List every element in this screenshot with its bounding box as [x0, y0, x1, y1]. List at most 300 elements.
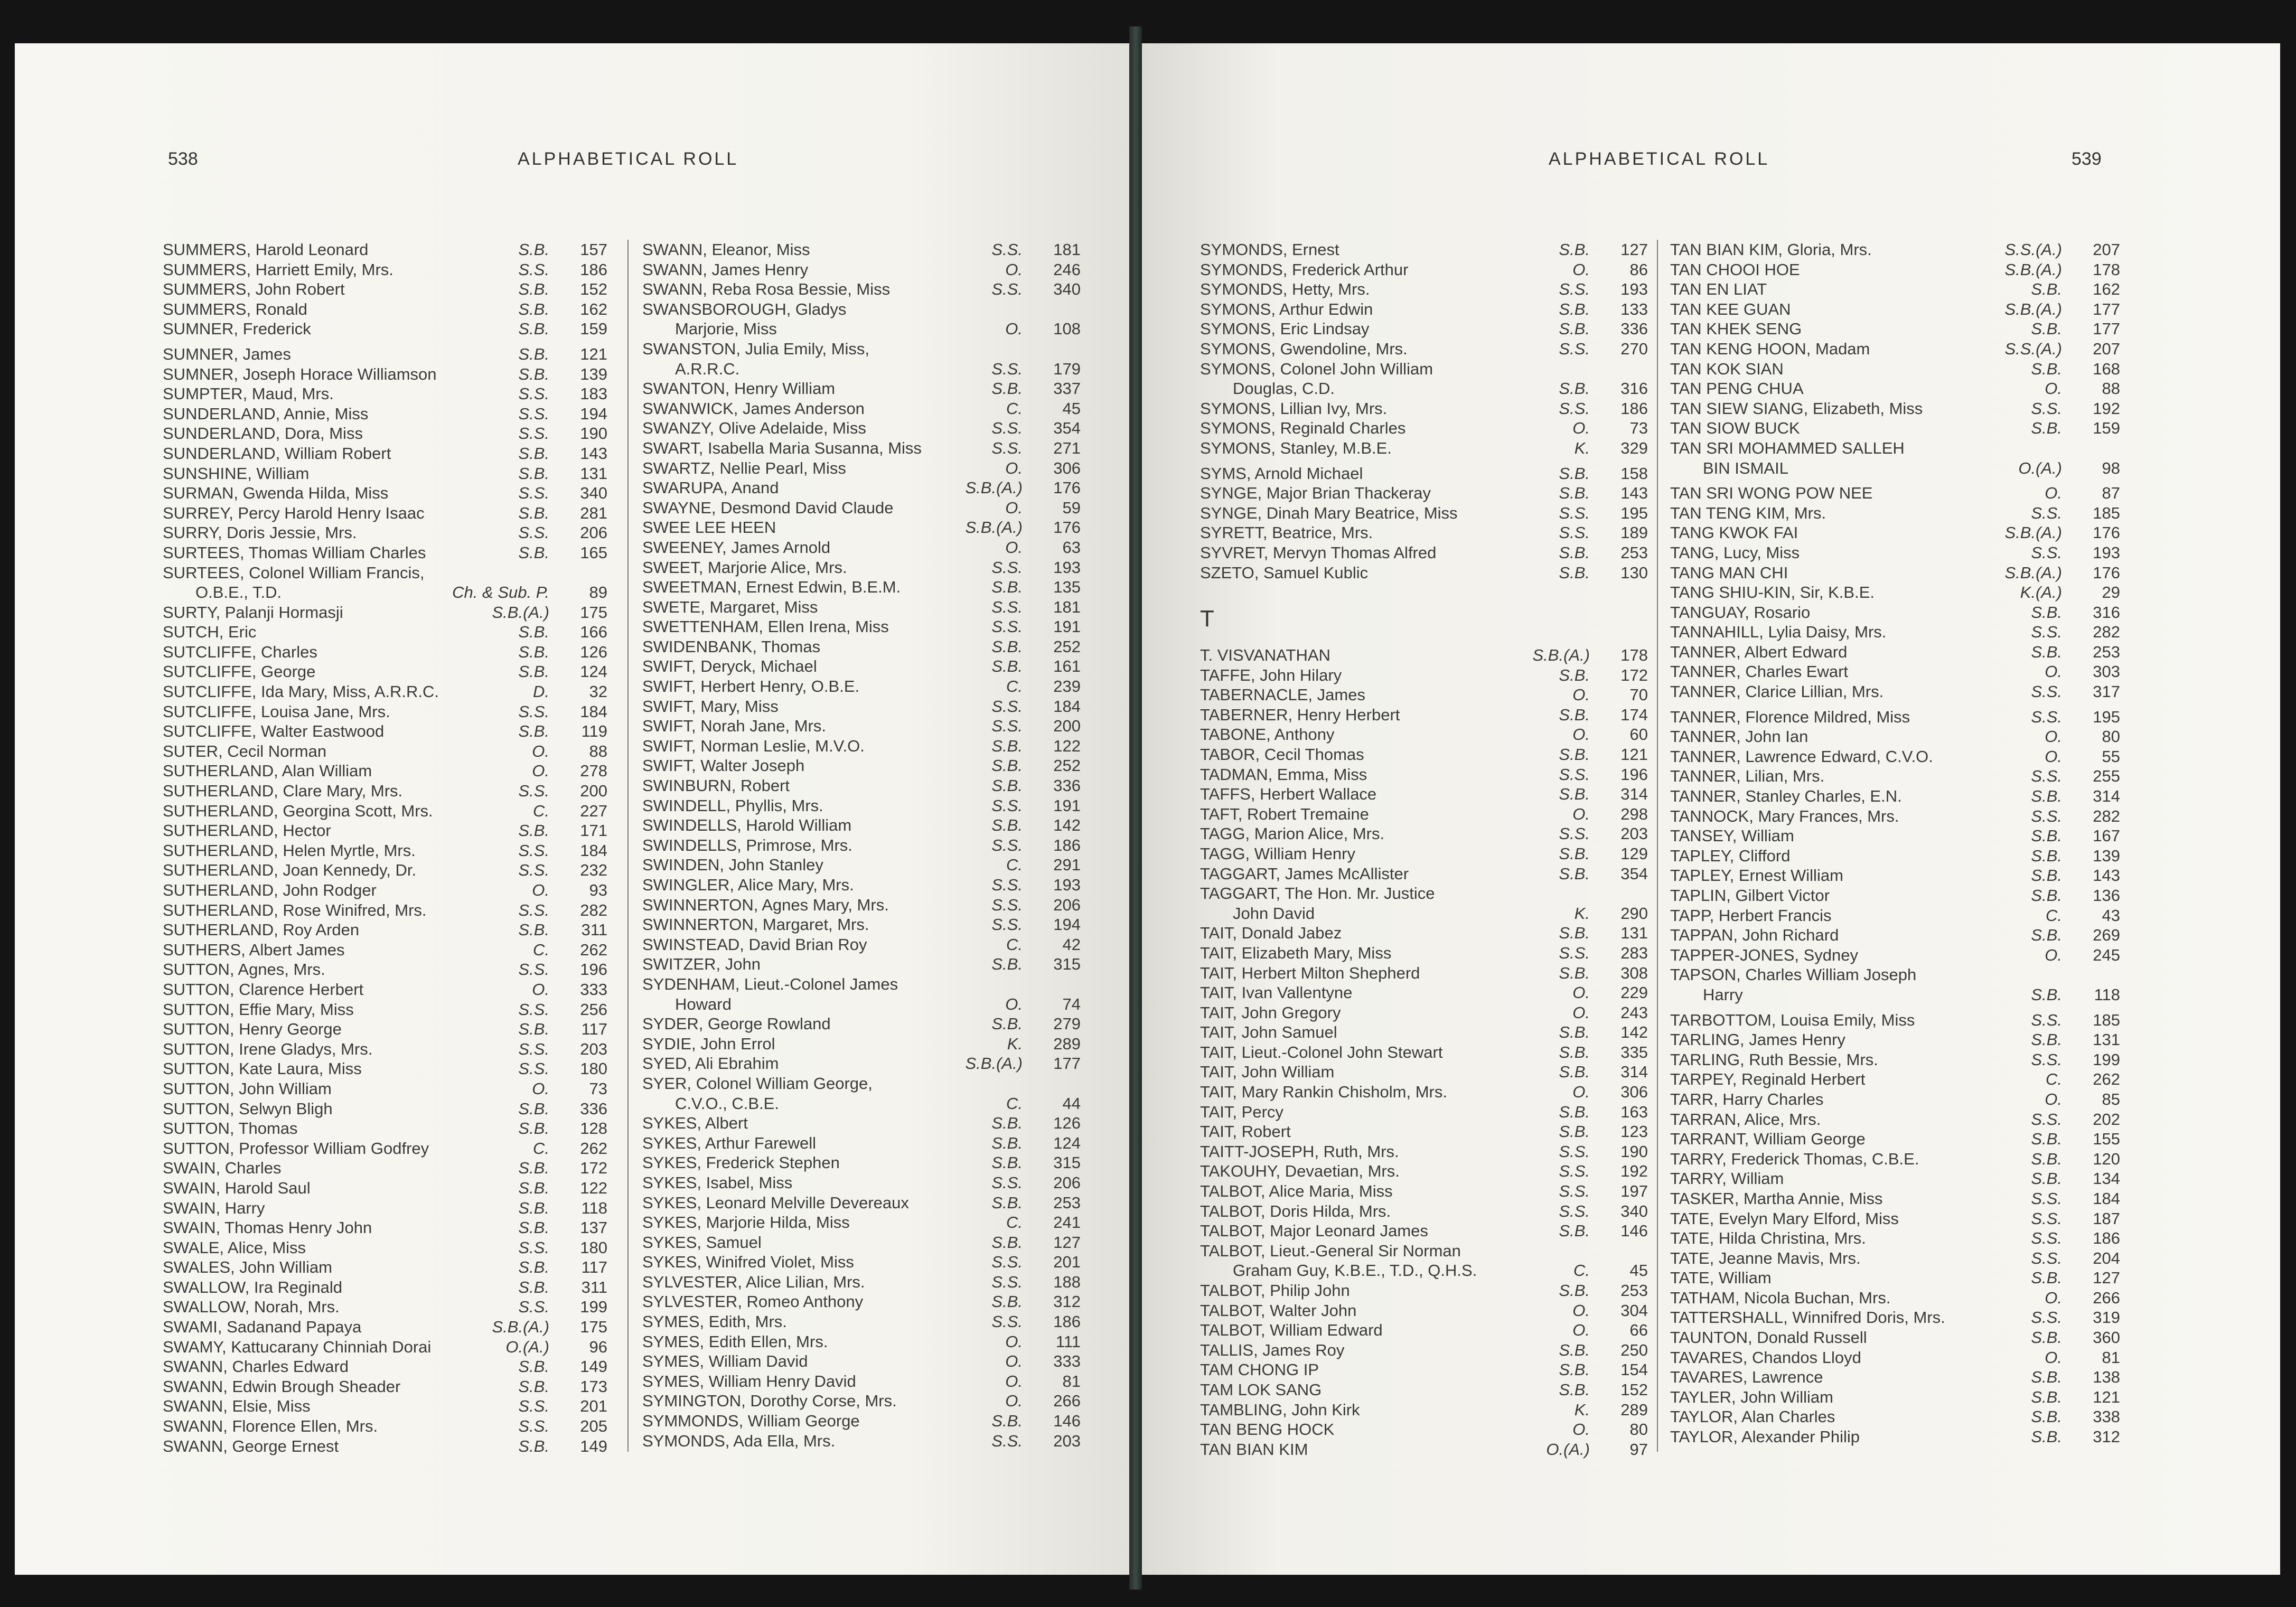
- entry-name: TALBOT, Lieut.-General Sir Norman: [1200, 1241, 1461, 1260]
- entry-name: SUTHERLAND, Alan William: [163, 762, 372, 781]
- entry-name: SWEET, Marjorie Alice, Mrs.: [642, 558, 847, 577]
- roll-entry: [642, 994, 1081, 1014]
- entry-name: TAGGART, The Hon. Mr. Justice: [1200, 884, 1435, 903]
- entry-name: SYKES, Isabel, Miss: [642, 1173, 793, 1192]
- entry-name: SWANTON, Henry William: [642, 379, 836, 398]
- entry-name: SWIFT, Norah Jane, Mrs.: [642, 717, 826, 736]
- roll-entry: [642, 438, 1081, 458]
- entry-page: 333: [580, 980, 607, 999]
- roll-entry: [1670, 438, 2120, 458]
- entry-name: TANG KWOK FAI: [1670, 523, 1798, 542]
- entry-award: S.S.(A.): [2004, 339, 2062, 358]
- entry-award: S.B.: [1559, 563, 1590, 582]
- roll-entry: [642, 915, 1081, 935]
- entry-award: S.B.: [518, 280, 549, 299]
- right-column-2: [1670, 240, 2120, 1447]
- roll-entry: [163, 260, 607, 280]
- roll-entry: [1670, 682, 2120, 702]
- entry-page: 138: [2093, 1368, 2120, 1387]
- entry-page: 130: [1620, 563, 1648, 582]
- entry-name: SUTCLIFFE, George: [163, 662, 316, 681]
- roll-entry: [642, 1153, 1081, 1173]
- entry-name: TARLING, James Henry: [1670, 1030, 1845, 1049]
- entry-page: 204: [2093, 1248, 2120, 1267]
- roll-entry: [1200, 923, 1648, 943]
- entry-name: SUTTON, Clarence Herbert: [163, 980, 364, 999]
- column-rule: [627, 240, 629, 1452]
- entry-page: 80: [1629, 1420, 1648, 1439]
- entry-award: S.B.: [991, 736, 1023, 755]
- entry-award: O.: [2045, 484, 2062, 503]
- entry-award: S.B.: [518, 1218, 549, 1237]
- entry-award: S.S.: [2031, 806, 2062, 825]
- roll-entry: [642, 319, 1081, 339]
- roll-entry: [1200, 1161, 1648, 1181]
- roll-entry: [642, 736, 1081, 756]
- entry-award: S.B.: [991, 955, 1023, 974]
- entry-page: 117: [581, 1020, 607, 1039]
- entry-award: S.S.: [518, 424, 549, 443]
- entry-award: O.: [2045, 379, 2062, 398]
- roll-entry: [1670, 1407, 2120, 1427]
- entry-name: TAPLEY, Clifford: [1670, 846, 1791, 865]
- entry-name: SWIFT, Mary, Miss: [642, 697, 779, 716]
- entry-page: 176: [1053, 478, 1081, 497]
- roll-entry: [1670, 483, 2120, 503]
- roll-entry: [163, 980, 607, 1000]
- entry-name: SYMS, Arnold Michael: [1200, 464, 1363, 483]
- entry-page: 177: [2093, 319, 2120, 339]
- entry-name: SURTEES, Thomas William Charles: [163, 543, 426, 562]
- entry-page: 298: [1620, 804, 1648, 823]
- entry-name: TALBOT, Walter John: [1200, 1301, 1357, 1320]
- entry-page: 262: [580, 1139, 607, 1158]
- roll-entry: [1670, 622, 2120, 642]
- entry-award: S.B.(A.): [965, 478, 1023, 497]
- entry-page: 149: [580, 1357, 607, 1376]
- entry-award: O.: [1005, 538, 1023, 557]
- roll-entry: [163, 721, 607, 741]
- roll-entry: [163, 960, 607, 980]
- entry-name: TAN BIAN KIM, Gloria, Mrs.: [1670, 240, 1872, 259]
- entry-award: S.B.: [2031, 419, 2062, 438]
- entry-name: SYER, Colonel William George,: [642, 1074, 873, 1093]
- entry-award: S.S.: [2031, 543, 2062, 562]
- entry-name: TANG, Lucy, Miss: [1670, 543, 1800, 562]
- roll-entry: [1670, 299, 2120, 319]
- entry-page: 128: [580, 1119, 607, 1138]
- entry-name: SWEENEY, James Arnold: [642, 538, 831, 557]
- entry-name: TANNER, Charles Ewart: [1670, 662, 1849, 681]
- entry-name: SUTCLIFFE, Walter Eastwood: [163, 722, 385, 741]
- entry-name: TAIT, Donald Jabez: [1200, 924, 1342, 943]
- roll-entry: [642, 617, 1081, 637]
- roll-entry: [1670, 1427, 2120, 1447]
- entry-award: S.B.: [1559, 1221, 1590, 1241]
- entry-name: TANNER, Clarice Lillian, Mrs.: [1670, 682, 1884, 701]
- entry-name: A.R.R.C.: [675, 359, 740, 378]
- entry-award: O.: [1005, 319, 1023, 339]
- roll-entry: [642, 379, 1081, 399]
- roll-entry: [1670, 260, 2120, 280]
- roll-entry: [163, 603, 607, 623]
- entry-award: O.: [1572, 685, 1590, 704]
- entry-name: SYMES, Edith, Mrs.: [642, 1312, 787, 1331]
- roll-entry: [1670, 603, 2120, 623]
- entry-award: S.S.: [518, 1397, 549, 1416]
- roll-entry: [163, 781, 607, 801]
- entry-name: TAFFS, Herbert Wallace: [1200, 785, 1377, 804]
- entry-award: C.: [1006, 856, 1023, 875]
- entry-page: 319: [2093, 1308, 2120, 1327]
- entry-page: 183: [580, 384, 607, 403]
- entry-award: S.B.: [1559, 1122, 1590, 1141]
- entry-award: O.: [532, 980, 549, 999]
- entry-award: S.S.: [518, 484, 549, 503]
- roll-entry: [1670, 339, 2120, 359]
- roll-entry: [163, 1119, 607, 1139]
- entry-page: 89: [589, 583, 607, 602]
- entry-award: O.: [1572, 804, 1590, 823]
- entry-page: 122: [580, 1178, 607, 1197]
- entry-award: S.S.: [1559, 280, 1590, 299]
- entry-name: SWITZER, John: [642, 955, 761, 974]
- entry-name: TAPPAN, John Richard: [1670, 926, 1839, 945]
- entry-award: S.B.: [2031, 1268, 2062, 1288]
- entry-page: 283: [1620, 943, 1648, 962]
- entry-page: 146: [1620, 1221, 1648, 1241]
- entry-name: TATE, William: [1670, 1268, 1772, 1288]
- roll-entry: [1200, 784, 1648, 804]
- roll-entry: [1670, 379, 2120, 399]
- entry-award: S.S.: [518, 1039, 549, 1058]
- entry-award: S.S.: [2031, 399, 2062, 418]
- roll-entry: [642, 1272, 1081, 1292]
- entry-name: TAYLER, John William: [1670, 1387, 1833, 1406]
- entry-page: 193: [1620, 280, 1648, 299]
- entry-name: SWANN, Edwin Brough Sheader: [163, 1377, 401, 1396]
- entry-award: S.S.: [1559, 339, 1590, 358]
- entry-name: John David: [1233, 904, 1315, 923]
- entry-page: 108: [1053, 319, 1081, 339]
- roll-entry: [642, 1074, 1081, 1094]
- entry-name: SYDENHAM, Lieut.-Colonel James: [642, 974, 898, 993]
- entry-page: 165: [580, 543, 607, 562]
- entry-page: 162: [580, 299, 607, 318]
- entry-page: 316: [1620, 379, 1648, 398]
- entry-page: 29: [2102, 583, 2120, 602]
- roll-entry: [642, 597, 1081, 617]
- entry-name: TAPP, Herbert Francis: [1670, 906, 1832, 925]
- entry-page: 123: [1620, 1122, 1648, 1141]
- entry-page: 86: [1629, 260, 1648, 279]
- entry-name: SUTTON, Kate Laura, Miss: [163, 1059, 362, 1078]
- entry-name: TARBOTTOM, Louisa Emily, Miss: [1670, 1010, 1915, 1029]
- entry-page: 192: [2093, 399, 2120, 418]
- roll-entry: [1670, 458, 2120, 478]
- entry-award: S.B.: [518, 1198, 549, 1217]
- roll-entry: [163, 880, 607, 900]
- roll-entry: [642, 279, 1081, 299]
- entry-name: TANNER, Lilian, Mrs.: [1670, 767, 1825, 786]
- entry-page: 32: [589, 682, 607, 701]
- entry-page: 171: [580, 821, 607, 840]
- roll-entry: [1670, 806, 2120, 826]
- entry-page: 121: [2093, 1387, 2120, 1406]
- roll-entry: [1200, 1003, 1648, 1023]
- roll-entry: [163, 240, 607, 260]
- entry-page: 127: [1053, 1233, 1081, 1252]
- entry-award: O.: [1005, 1352, 1023, 1371]
- entry-name: TANGUAY, Rosario: [1670, 603, 1811, 622]
- entry-page: 246: [1053, 260, 1081, 279]
- roll-entry: [1200, 339, 1648, 359]
- entry-page: 111: [1055, 1332, 1081, 1351]
- roll-entry: [1200, 1142, 1648, 1162]
- entry-page: 193: [1053, 558, 1081, 577]
- entry-page: 122: [1053, 736, 1081, 755]
- entry-award: S.B.: [2031, 985, 2062, 1004]
- roll-entry: [163, 662, 607, 682]
- roll-entry: [1670, 1268, 2120, 1288]
- entry-page: 194: [580, 404, 607, 423]
- roll-entry: [163, 483, 607, 503]
- entry-page: 255: [2093, 767, 2120, 786]
- entry-page: 337: [1053, 379, 1081, 398]
- entry-award: S.S.: [991, 876, 1023, 894]
- entry-name: SWANWICK, James Anderson: [642, 399, 865, 418]
- roll-entry: [642, 1034, 1081, 1054]
- entry-page: 354: [1053, 419, 1081, 438]
- roll-entry: [642, 418, 1081, 438]
- entry-page: 80: [2102, 727, 2120, 746]
- roll-entry: [1200, 359, 1648, 379]
- entry-page: 189: [1620, 523, 1648, 542]
- entry-name: TAN SIEW SIANG, Elizabeth, Miss: [1670, 399, 1923, 418]
- entry-name: TABERNER, Henry Herbert: [1200, 705, 1400, 724]
- roll-entry: [163, 622, 607, 642]
- entry-award: S.B.(A.): [965, 518, 1023, 537]
- entry-page: 136: [2093, 886, 2120, 905]
- roll-entry: [163, 841, 607, 861]
- entry-page: 201: [1053, 1253, 1081, 1272]
- roll-entry: [642, 637, 1081, 657]
- entry-page: 126: [1053, 1114, 1081, 1133]
- entry-award: S.B.: [1559, 1360, 1590, 1379]
- entry-name: SUMPTER, Maud, Mrs.: [163, 384, 334, 403]
- page-number: 538: [168, 149, 198, 169]
- roll-entry: [163, 1416, 607, 1436]
- entry-name: SYKES, Samuel: [642, 1233, 762, 1252]
- entry-award: S.B.(A.): [2004, 260, 2062, 279]
- entry-name: SYNGE, Dinah Mary Beatrice, Miss: [1200, 503, 1458, 522]
- entry-award: S.B.: [1559, 1102, 1590, 1121]
- entry-page: 175: [580, 603, 607, 622]
- entry-page: 312: [2093, 1427, 2120, 1446]
- entry-award: K.: [1574, 904, 1590, 923]
- entry-name: SUTTON, Agnes, Mrs.: [163, 960, 325, 979]
- entry-award: C.: [1006, 1094, 1023, 1113]
- roll-entry: [1200, 645, 1648, 665]
- entry-name: SUNDERLAND, Annie, Miss: [163, 404, 369, 423]
- entry-name: TAPLEY, Ernest William: [1670, 866, 1843, 885]
- entry-award: S.S.: [2031, 767, 2062, 786]
- entry-name: TATE, Evelyn Mary Elford, Miss: [1670, 1209, 1899, 1228]
- roll-entry: [642, 478, 1081, 498]
- entry-award: S.S.: [518, 1298, 549, 1317]
- entry-award: S.B.: [991, 1014, 1023, 1033]
- entry-award: O.(A.): [1546, 1440, 1590, 1459]
- entry-award: S.S.: [991, 359, 1023, 378]
- entry-award: O.: [1572, 1321, 1590, 1340]
- entry-name: SYKES, Frederick Stephen: [642, 1153, 840, 1172]
- entry-page: 186: [2093, 1229, 2120, 1248]
- entry-name: SUMNER, Joseph Horace Williamson: [163, 364, 437, 383]
- entry-name: SWANN, Florence Ellen, Mrs.: [163, 1417, 378, 1436]
- entry-page: 190: [580, 424, 607, 443]
- roll-entry: [163, 1317, 607, 1337]
- entry-award: O.: [532, 881, 549, 899]
- roll-entry: [163, 344, 607, 364]
- entry-award: S.S.: [991, 1431, 1023, 1450]
- entry-award: S.B.: [2031, 787, 2062, 806]
- entry-name: TAMBLING, John Kirk: [1200, 1400, 1360, 1419]
- entry-page: 184: [1053, 697, 1081, 716]
- entry-name: TALBOT, Doris Hilda, Mrs.: [1200, 1201, 1391, 1220]
- entry-page: 149: [580, 1436, 607, 1455]
- entry-award: S.B.: [1559, 844, 1590, 863]
- roll-entry: [642, 399, 1081, 419]
- roll-entry: [642, 260, 1081, 280]
- roll-entry: [1200, 279, 1648, 299]
- entry-award: S.B.: [518, 1159, 549, 1178]
- entry-award: S.B.: [1559, 1340, 1590, 1359]
- entry-award: S.S.: [518, 841, 549, 860]
- roll-entry: [1670, 1110, 2120, 1130]
- entry-page: 55: [2102, 747, 2120, 766]
- entry-page: 143: [580, 444, 607, 463]
- entry-award: S.B.: [518, 1258, 549, 1277]
- entry-page: 81: [1062, 1371, 1081, 1390]
- entry-award: S.S.: [991, 240, 1023, 259]
- roll-entry: [642, 815, 1081, 835]
- entry-name: SUTHERS, Albert James: [163, 940, 345, 959]
- entry-page: 316: [2093, 603, 2120, 622]
- right-column-1-t-entries: [1200, 645, 1648, 1459]
- roll-entry: [642, 458, 1081, 478]
- entry-page: 178: [1620, 646, 1648, 664]
- entry-name: SYRETT, Beatrice, Mrs.: [1200, 523, 1373, 542]
- roll-entry: [642, 1411, 1081, 1431]
- entry-page: 306: [1620, 1083, 1648, 1102]
- entry-name: TAIT, Lieut.-Colonel John Stewart: [1200, 1042, 1443, 1061]
- entry-page: 197: [1620, 1182, 1648, 1201]
- entry-award: S.S.: [1559, 399, 1590, 418]
- entry-award: S.B.: [991, 816, 1023, 835]
- entry-award: S.S.: [991, 1253, 1023, 1272]
- entry-name: TAN KENG HOON, Madam: [1670, 339, 1870, 358]
- entry-page: 193: [1053, 876, 1081, 894]
- entry-page: 253: [1053, 1193, 1081, 1212]
- roll-entry: [642, 339, 1081, 359]
- roll-entry: [163, 1039, 607, 1059]
- entry-award: S.B.: [518, 662, 549, 681]
- entry-award: K.: [1574, 1400, 1590, 1419]
- entry-page: 44: [1062, 1094, 1081, 1113]
- entry-page: 119: [581, 722, 607, 741]
- entry-award: S.S.: [1559, 765, 1590, 784]
- entry-award: S.B.: [991, 657, 1023, 676]
- entry-name: SUTHERLAND, Roy Arden: [163, 920, 360, 939]
- entry-award: S.B.: [518, 1377, 549, 1396]
- entry-award: S.S.: [2031, 1229, 2062, 1248]
- entry-award: S.B.: [518, 1277, 549, 1296]
- roll-entry: [642, 1233, 1081, 1253]
- book-spine: [1129, 26, 1142, 1590]
- entry-name: SUMMERS, Harold Leonard: [163, 240, 369, 259]
- entry-page: 252: [1053, 756, 1081, 775]
- entry-page: 336: [1620, 319, 1648, 339]
- entry-name: TAIT, Percy: [1200, 1102, 1283, 1121]
- roll-entry: [163, 1000, 607, 1020]
- entry-page: 340: [1620, 1201, 1648, 1220]
- roll-entry: [163, 503, 607, 523]
- entry-award: S.S.: [2031, 707, 2062, 726]
- entry-name: SWIFT, Norman Leslie, M.V.O.: [642, 736, 865, 755]
- entry-name: SUTHERLAND, Georgina Scott, Mrs.: [163, 801, 433, 820]
- entry-award: S.B.(A.): [2004, 523, 2062, 542]
- entry-name: TAIT, John Samuel: [1200, 1023, 1337, 1042]
- roll-entry: [163, 642, 607, 662]
- entry-page: 338: [2093, 1407, 2120, 1426]
- entry-page: 154: [1620, 1360, 1648, 1379]
- entry-name: TAN BIAN KIM: [1200, 1440, 1308, 1459]
- entry-name: SWANZY, Olive Adelaide, Miss: [642, 419, 866, 438]
- roll-entry: [642, 796, 1081, 816]
- entry-page: 139: [2093, 846, 2120, 865]
- roll-entry: [642, 855, 1081, 875]
- roll-entry: [642, 240, 1081, 260]
- entry-award: S.B.: [518, 1436, 549, 1455]
- entry-name: SUMMERS, Ronald: [163, 299, 307, 318]
- roll-entry: [642, 895, 1081, 915]
- entry-page: 289: [1053, 1034, 1081, 1053]
- entry-page: 253: [2093, 642, 2120, 661]
- entry-name: SUNDERLAND, Dora, Miss: [163, 424, 363, 443]
- roll-entry: [1200, 1320, 1648, 1340]
- entry-name: TANSEY, William: [1670, 826, 1794, 845]
- entry-award: C.: [533, 940, 549, 959]
- entry-award: O.: [1005, 1332, 1023, 1351]
- entry-page: 252: [1053, 637, 1081, 656]
- entry-name: TANNAHILL, Lylia Daisy, Mrs.: [1670, 623, 1887, 642]
- entry-name: SWINDELLS, Primrose, Mrs.: [642, 835, 852, 854]
- entry-name: TAUNTON, Donald Russell: [1670, 1328, 1867, 1347]
- entry-page: 127: [2093, 1268, 2120, 1288]
- entry-award: S.B.(A.): [2004, 563, 2062, 582]
- entry-page: 291: [1053, 856, 1081, 875]
- entry-award: K.: [1574, 438, 1590, 457]
- entry-award: S.B.: [991, 578, 1023, 597]
- entry-award: S.B.: [1559, 785, 1590, 804]
- entry-award: S.B.: [518, 722, 549, 741]
- entry-page: 152: [1620, 1380, 1648, 1399]
- entry-name: SWINDELL, Phyllis, Mrs.: [642, 796, 823, 815]
- entry-name: SWETTENHAM, Ellen Irena, Miss: [642, 617, 889, 636]
- entry-page: 131: [580, 464, 607, 483]
- entry-page: 126: [580, 642, 607, 661]
- entry-award: S.B.: [2031, 1030, 2062, 1049]
